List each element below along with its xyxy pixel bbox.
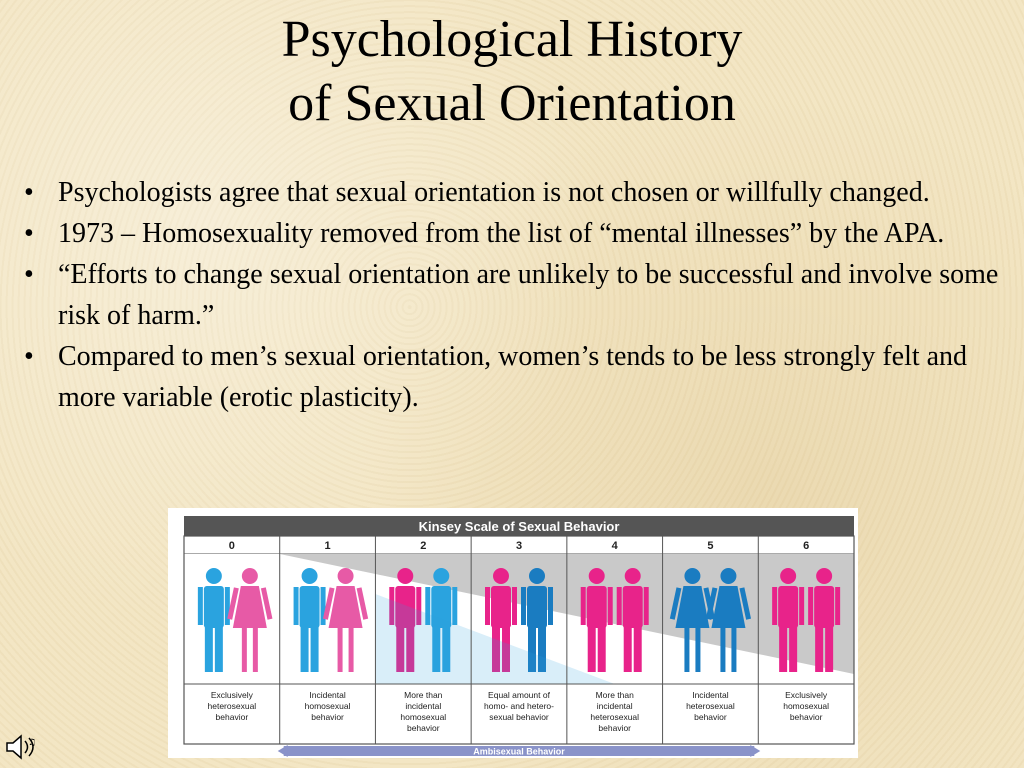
kinsey-number: 1	[324, 540, 331, 552]
title-line-1: Psychological History	[281, 11, 743, 68]
bullet-icon: •	[24, 259, 34, 290]
bullet-icon: •	[24, 218, 34, 249]
kinsey-number: 0	[228, 540, 235, 552]
kinsey-scale-figure	[168, 508, 858, 758]
kinsey-description: Equal amount of homo- and hetero-sexual behavior	[484, 690, 554, 722]
kinsey-description: Exclusively homosexual behavior	[783, 690, 830, 722]
bullet-item	[24, 254, 1004, 336]
bullet-text: Psychologists agree that sexual orientation is not chosen or willfully changed.	[58, 177, 930, 208]
kinsey-number: 6	[803, 540, 810, 552]
arrow-right-icon	[750, 745, 760, 757]
kinsey-number: 4	[611, 540, 618, 552]
bullet-list	[24, 172, 1004, 418]
kinsey-number: 5	[707, 540, 714, 552]
bullet-item	[24, 172, 1004, 213]
bullet-text: “Efforts to change sexual orientation are unlikely to be successful and involve some risk of harm.”	[58, 259, 999, 331]
kinsey-number: 2	[420, 540, 427, 552]
bullet-icon: •	[24, 341, 34, 372]
kinsey-description: Incidental heterosexual behavior	[686, 690, 735, 722]
bullet-item	[24, 336, 1004, 418]
kinsey-title: Kinsey Scale of Sexual Behavior	[418, 519, 620, 534]
kinsey-description: Exclusively heterosexual behavior	[207, 690, 257, 722]
kinsey-footer-label: Ambisexual Behavior	[473, 746, 565, 757]
bullet-icon: •	[24, 177, 34, 208]
slide-title	[0, 8, 1024, 136]
bullet-text: 1973 – Homosexuality removed from the list of “mental illnesses” by the APA.	[58, 218, 945, 249]
speaker-icon-graphic	[4, 732, 38, 762]
bullet-text: Compared to men’s sexual orientation, women’s tends to be less strongly felt and more variable (erotic plasticity).	[58, 341, 968, 413]
title-line-2: of Sexual Orientation	[288, 75, 736, 132]
svg-text:♫: ♫	[28, 738, 37, 748]
speaker-icon[interactable]	[4, 732, 38, 762]
bullet-item	[24, 213, 1004, 254]
kinsey-scale-graphic	[168, 508, 858, 758]
kinsey-number: 3	[515, 540, 523, 552]
arrow-left-icon	[278, 745, 288, 757]
kinsey-description: More than incidental heterosexual behavior	[590, 690, 640, 733]
kinsey-description: More than incidental homosexual behavior	[400, 690, 447, 733]
kinsey-description: Incidental homosexual behavior	[304, 690, 351, 722]
